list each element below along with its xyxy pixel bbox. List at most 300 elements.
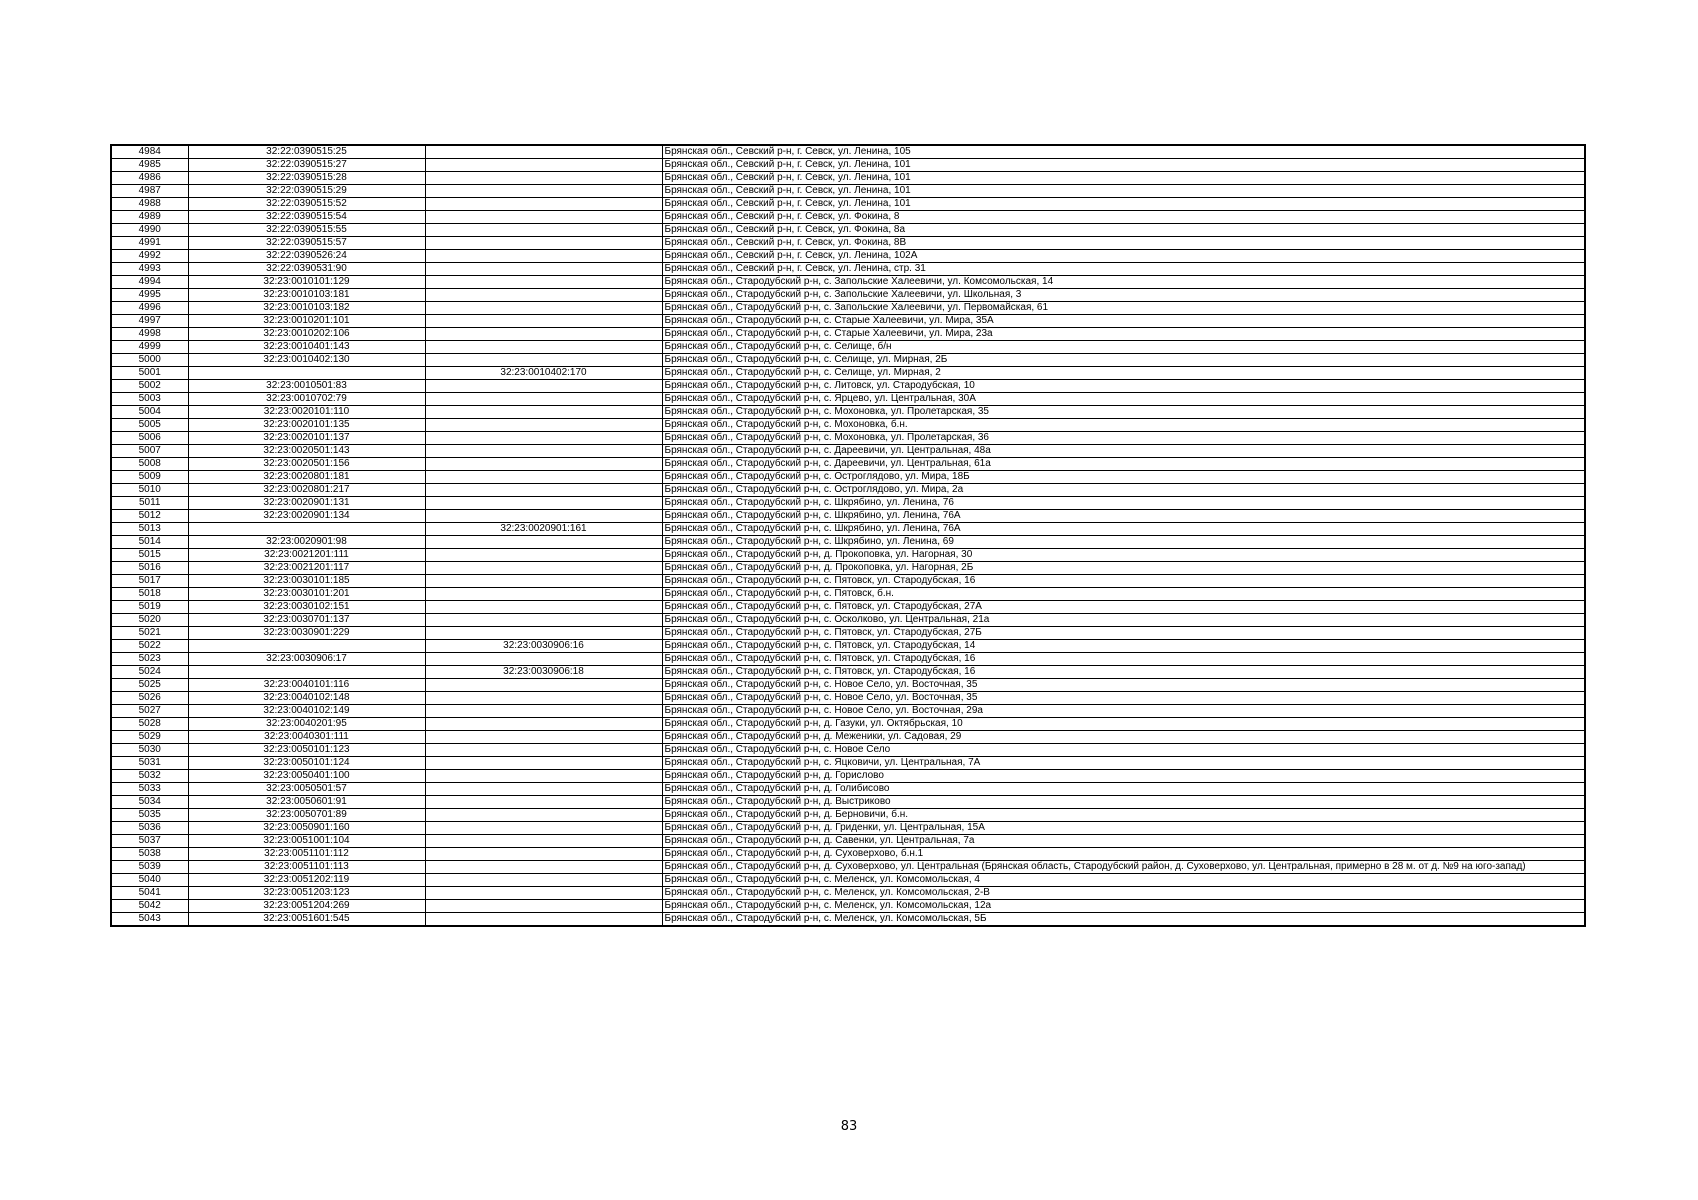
cadastral-number-cell: 32:23:0040301:111	[188, 731, 425, 744]
cadastral-number-cell: 32:23:0030906:17	[188, 653, 425, 666]
row-number-cell: 5016	[111, 562, 188, 575]
address-cell: Брянская обл., Севский р-н, г. Севск, ул. Ленина, 101	[662, 198, 1585, 211]
cadastral-number-alt-cell	[425, 757, 662, 770]
table-row	[111, 224, 1585, 237]
row-number-cell: 5043	[111, 913, 188, 927]
row-number-cell: 4995	[111, 289, 188, 302]
cadastral-number-cell: 32:23:0050901:160	[188, 822, 425, 835]
address-cell: Брянская обл., Севский р-н, г. Севск, ул. Ленина, 102А	[662, 250, 1585, 263]
address-cell: Брянская обл., Стародубский р-н, с. Пятовск, ул. Стародубская, 16	[662, 575, 1585, 588]
cadastral-number-cell: 32:22:0390526:24	[188, 250, 425, 263]
cadastral-number-alt-cell	[425, 302, 662, 315]
cadastral-number-cell	[188, 666, 425, 679]
row-number-cell: 5027	[111, 705, 188, 718]
address-cell: Брянская обл., Севский р-н, г. Севск, ул. Ленина, 105	[662, 145, 1585, 159]
address-cell: Брянская обл., Стародубский р-н, д. Выстриково	[662, 796, 1585, 809]
cadastral-number-alt-cell	[425, 471, 662, 484]
address-cell: Брянская обл., Стародубский р-н, с. Дареевичи, ул. Центральная, 61а	[662, 458, 1585, 471]
address-cell: Брянская обл., Стародубский р-н, с. Шкрябино, ул. Ленина, 76А	[662, 510, 1585, 523]
address-cell: Брянская обл., Стародубский р-н, с. Запольские Халеевичи, ул. Школьная, 3	[662, 289, 1585, 302]
cadastral-number-alt-cell	[425, 445, 662, 458]
address-cell: Брянская обл., Стародубский р-н, д. Суховерхово, б.н.1	[662, 848, 1585, 861]
row-number-cell: 5013	[111, 523, 188, 536]
cadastral-number-alt-cell	[425, 653, 662, 666]
cadastral-number-alt-cell	[425, 627, 662, 640]
row-number-cell: 5017	[111, 575, 188, 588]
row-number-cell: 5036	[111, 822, 188, 835]
table-row	[111, 549, 1585, 562]
cadastral-number-cell: 32:23:0020101:137	[188, 432, 425, 445]
address-cell: Брянская обл., Стародубский р-н, с. Литовск, ул. Стародубская, 10	[662, 380, 1585, 393]
cadastral-number-cell: 32:23:0051001:104	[188, 835, 425, 848]
address-cell: Брянская обл., Стародубский р-н, с. Меленск, ул. Комсомольская, 12а	[662, 900, 1585, 913]
table-row	[111, 237, 1585, 250]
table-row	[111, 679, 1585, 692]
table-row	[111, 354, 1585, 367]
table-row	[111, 380, 1585, 393]
row-number-cell: 5040	[111, 874, 188, 887]
cadastral-number-cell: 32:23:0030102:151	[188, 601, 425, 614]
cadastral-number-alt-cell	[425, 874, 662, 887]
row-number-cell: 5028	[111, 718, 188, 731]
cadastral-number-alt-cell	[425, 341, 662, 354]
cadastral-number-alt-cell	[425, 250, 662, 263]
row-number-cell: 5041	[111, 887, 188, 900]
cadastral-number-alt-cell: 32:23:0010402:170	[425, 367, 662, 380]
address-cell: Брянская обл., Стародубский р-н, д. Прокоповка, ул. Нагорная, 2Б	[662, 562, 1585, 575]
cadastral-number-alt-cell	[425, 211, 662, 224]
table-row	[111, 497, 1585, 510]
cadastral-number-alt-cell	[425, 145, 662, 159]
cadastral-number-alt-cell	[425, 835, 662, 848]
address-cell: Брянская обл., Стародубский р-н, с. Шкрябино, ул. Ленина, 76	[662, 497, 1585, 510]
row-number-cell: 5001	[111, 367, 188, 380]
cadastral-number-alt-cell	[425, 705, 662, 718]
cadastral-number-cell: 32:23:0010402:130	[188, 354, 425, 367]
table-row	[111, 770, 1585, 783]
cadastral-number-cell: 32:22:0390515:57	[188, 237, 425, 250]
table-row	[111, 588, 1585, 601]
cadastral-number-cell: 32:23:0051601:545	[188, 913, 425, 927]
table-row	[111, 796, 1585, 809]
table-row	[111, 302, 1585, 315]
address-cell: Брянская обл., Стародубский р-н, д. Меженики, ул. Садовая, 29	[662, 731, 1585, 744]
cadastral-number-alt-cell	[425, 289, 662, 302]
cadastral-number-alt-cell	[425, 692, 662, 705]
cadastral-number-alt-cell	[425, 484, 662, 497]
address-cell: Брянская обл., Стародубский р-н, с. Осколково, ул. Центральная, 21а	[662, 614, 1585, 627]
address-cell: Брянская обл., Стародубский р-н, с. Пятовск, б.н.	[662, 588, 1585, 601]
row-number-cell: 5004	[111, 406, 188, 419]
cadastral-number-alt-cell	[425, 679, 662, 692]
row-number-cell: 5014	[111, 536, 188, 549]
address-cell: Брянская обл., Севский р-н, г. Севск, ул. Ленина, 101	[662, 185, 1585, 198]
cadastral-number-cell: 32:23:0020501:143	[188, 445, 425, 458]
cadastral-number-cell: 32:23:0040102:149	[188, 705, 425, 718]
cadastral-number-alt-cell	[425, 848, 662, 861]
row-number-cell: 5025	[111, 679, 188, 692]
cadastral-number-cell: 32:23:0050601:91	[188, 796, 425, 809]
cadastral-number-cell: 32:23:0010702:79	[188, 393, 425, 406]
row-number-cell: 4993	[111, 263, 188, 276]
row-number-cell: 5009	[111, 471, 188, 484]
address-cell: Брянская обл., Стародубский р-н, с. Меленск, ул. Комсомольская, 5Б	[662, 913, 1585, 927]
table-row	[111, 211, 1585, 224]
table-row	[111, 900, 1585, 913]
address-cell: Брянская обл., Стародубский р-н, с. Дареевичи, ул. Центральная, 48а	[662, 445, 1585, 458]
table-row	[111, 822, 1585, 835]
table-row	[111, 731, 1585, 744]
row-number-cell: 5000	[111, 354, 188, 367]
address-cell: Брянская обл., Стародубский р-н, с. Новое Село, ул. Восточная, 29а	[662, 705, 1585, 718]
table-row	[111, 562, 1585, 575]
cadastral-number-cell: 32:23:0010501:83	[188, 380, 425, 393]
cadastral-number-cell: 32:23:0010103:181	[188, 289, 425, 302]
address-cell: Брянская обл., Стародубский р-н, с. Пятовск, ул. Стародубская, 27Б	[662, 627, 1585, 640]
address-cell: Брянская обл., Стародубский р-н, с. Селище, ул. Мирная, 2	[662, 367, 1585, 380]
table-row	[111, 328, 1585, 341]
cadastral-number-alt-cell	[425, 601, 662, 614]
table-row	[111, 406, 1585, 419]
row-number-cell: 4998	[111, 328, 188, 341]
cadastral-number-cell: 32:23:0030101:201	[188, 588, 425, 601]
address-cell: Брянская обл., Севский р-н, г. Севск, ул. Фокина, 8В	[662, 237, 1585, 250]
cadastral-number-alt-cell	[425, 276, 662, 289]
cadastral-number-cell: 32:23:0050101:123	[188, 744, 425, 757]
page-number: 83	[840, 1119, 858, 1134]
cadastral-number-alt-cell	[425, 900, 662, 913]
cadastral-number-alt-cell	[425, 458, 662, 471]
address-cell: Брянская обл., Севский р-н, г. Севск, ул. Фокина, 8а	[662, 224, 1585, 237]
table-row	[111, 861, 1585, 874]
cadastral-number-alt-cell	[425, 497, 662, 510]
address-cell: Брянская обл., Стародубский р-н, д. Савенки, ул. Центральная, 7а	[662, 835, 1585, 848]
table-row	[111, 445, 1585, 458]
cadastral-number-cell: 32:23:0051202:119	[188, 874, 425, 887]
row-number-cell: 5018	[111, 588, 188, 601]
row-number-cell: 5035	[111, 809, 188, 822]
cadastral-number-alt-cell	[425, 419, 662, 432]
cadastral-number-cell: 32:23:0051204:269	[188, 900, 425, 913]
cadastral-number-alt-cell	[425, 575, 662, 588]
cadastral-number-cell: 32:23:0040201:95	[188, 718, 425, 731]
cadastral-number-alt-cell	[425, 783, 662, 796]
address-cell: Брянская обл., Стародубский р-н, д. Прокоповка, ул. Нагорная, 30	[662, 549, 1585, 562]
cadastral-number-cell: 32:22:0390515:27	[188, 159, 425, 172]
cadastral-number-cell: 32:22:0390515:54	[188, 211, 425, 224]
table-row	[111, 887, 1585, 900]
cadastral-number-cell: 32:23:0010401:143	[188, 341, 425, 354]
table-row	[111, 718, 1585, 731]
cadastral-number-cell: 32:23:0030701:137	[188, 614, 425, 627]
address-cell: Брянская обл., Стародубский р-н, с. Меленск, ул. Комсомольская, 2-В	[662, 887, 1585, 900]
cadastral-number-alt-cell	[425, 731, 662, 744]
row-number-cell: 5026	[111, 692, 188, 705]
cadastral-number-alt-cell	[425, 328, 662, 341]
cadastral-number-cell: 32:23:0030901:229	[188, 627, 425, 640]
table-row	[111, 315, 1585, 328]
cadastral-number-cell: 32:23:0050501:57	[188, 783, 425, 796]
row-number-cell: 5030	[111, 744, 188, 757]
cadastral-number-alt-cell	[425, 562, 662, 575]
cadastral-number-cell: 32:23:0021201:117	[188, 562, 425, 575]
cadastral-number-cell: 32:23:0020801:217	[188, 484, 425, 497]
table-row	[111, 874, 1585, 887]
cadastral-number-cell: 32:23:0010202:106	[188, 328, 425, 341]
address-cell: Брянская обл., Стародубский р-н, д. Голибисово	[662, 783, 1585, 796]
row-number-cell: 5003	[111, 393, 188, 406]
row-number-cell: 4985	[111, 159, 188, 172]
cadastral-number-cell: 32:23:0051101:112	[188, 848, 425, 861]
row-number-cell: 4997	[111, 315, 188, 328]
table-row	[111, 250, 1585, 263]
row-number-cell: 5002	[111, 380, 188, 393]
cadastral-number-alt-cell	[425, 861, 662, 874]
address-cell: Брянская обл., Стародубский р-н, с. Мохоновка, ул. Пролетарская, 35	[662, 406, 1585, 419]
cadastral-number-cell: 32:23:0030101:185	[188, 575, 425, 588]
cadastral-number-cell: 32:23:0020801:181	[188, 471, 425, 484]
address-cell: Брянская обл., Стародубский р-н, с. Остроглядово, ул. Мира, 2а	[662, 484, 1585, 497]
row-number-cell: 5010	[111, 484, 188, 497]
cadastral-number-alt-cell	[425, 510, 662, 523]
row-number-cell: 5034	[111, 796, 188, 809]
cadastral-number-cell: 32:23:0051101:113	[188, 861, 425, 874]
cadastral-number-alt-cell	[425, 770, 662, 783]
table-row	[111, 458, 1585, 471]
address-cell: Брянская обл., Стародубский р-н, с. Пятовск, ул. Стародубская, 16	[662, 666, 1585, 679]
row-number-cell: 4990	[111, 224, 188, 237]
table-row	[111, 393, 1585, 406]
row-number-cell: 5024	[111, 666, 188, 679]
table-row	[111, 835, 1585, 848]
address-cell: Брянская обл., Стародубский р-н, с. Яцковичи, ул. Центральная, 7А	[662, 757, 1585, 770]
row-number-cell: 4996	[111, 302, 188, 315]
table-row	[111, 263, 1585, 276]
cadastral-number-alt-cell	[425, 354, 662, 367]
address-cell: Брянская обл., Стародубский р-н, д. Суховерхово, ул. Центральная (Брянская область, Стародубский район, д. Суховерхово, ул. Центральная, примерно в 28 м. от д. №9 на юго-запад)	[662, 861, 1585, 874]
cadastral-number-cell: 32:22:0390515:25	[188, 145, 425, 159]
row-number-cell: 4988	[111, 198, 188, 211]
address-cell: Брянская обл., Стародубский р-н, с. Новое Село, ул. Восточная, 35	[662, 679, 1585, 692]
table-row	[111, 523, 1585, 536]
row-number-cell: 5042	[111, 900, 188, 913]
table-row	[111, 666, 1585, 679]
address-cell: Брянская обл., Стародубский р-н, с. Шкрябино, ул. Ленина, 69	[662, 536, 1585, 549]
cadastral-number-cell	[188, 640, 425, 653]
cadastral-number-alt-cell: 32:23:0020901:161	[425, 523, 662, 536]
table-row	[111, 783, 1585, 796]
address-cell: Брянская обл., Стародубский р-н, с. Запольские Халеевичи, ул. Комсомольская, 14	[662, 276, 1585, 289]
cadastral-number-cell: 32:23:0010101:129	[188, 276, 425, 289]
cadastral-number-cell: 32:23:0021201:111	[188, 549, 425, 562]
row-number-cell: 5005	[111, 419, 188, 432]
row-number-cell: 4984	[111, 145, 188, 159]
table-row	[111, 536, 1585, 549]
cadastral-number-alt-cell	[425, 744, 662, 757]
address-cell: Брянская обл., Стародубский р-н, с. Старые Халеевичи, ул. Мира, 23а	[662, 328, 1585, 341]
table-row	[111, 510, 1585, 523]
cadastral-number-cell: 32:23:0020901:98	[188, 536, 425, 549]
cadastral-number-cell: 32:23:0050401:100	[188, 770, 425, 783]
address-cell: Брянская обл., Стародубский р-н, с. Мохоновка, ул. Пролетарская, 36	[662, 432, 1585, 445]
cadastral-number-alt-cell	[425, 393, 662, 406]
row-number-cell: 5023	[111, 653, 188, 666]
cadastral-number-cell: 32:23:0020901:134	[188, 510, 425, 523]
row-number-cell: 5029	[111, 731, 188, 744]
address-cell: Брянская обл., Стародубский р-н, с. Мохоновка, б.н.	[662, 419, 1585, 432]
cadastral-number-alt-cell	[425, 822, 662, 835]
address-cell: Брянская обл., Севский р-н, г. Севск, ул. Фокина, 8	[662, 211, 1585, 224]
row-number-cell: 5037	[111, 835, 188, 848]
table-row	[111, 484, 1585, 497]
cadastral-number-alt-cell: 32:23:0030906:18	[425, 666, 662, 679]
address-cell: Брянская обл., Стародубский р-н, с. Запольские Халеевичи, ул. Первомайская, 61	[662, 302, 1585, 315]
table-row	[111, 185, 1585, 198]
cadastral-number-alt-cell	[425, 796, 662, 809]
cadastral-number-cell: 32:23:0010103:182	[188, 302, 425, 315]
table-row	[111, 744, 1585, 757]
cadastral-number-cell	[188, 523, 425, 536]
row-number-cell: 5007	[111, 445, 188, 458]
cadastral-number-alt-cell	[425, 406, 662, 419]
cadastral-number-alt-cell	[425, 549, 662, 562]
address-cell: Брянская обл., Стародубский р-н, с. Новое Село	[662, 744, 1585, 757]
cadastral-number-alt-cell	[425, 718, 662, 731]
table-row	[111, 575, 1585, 588]
table-row	[111, 471, 1585, 484]
cadastral-number-alt-cell	[425, 224, 662, 237]
table-row	[111, 692, 1585, 705]
cadastral-number-cell: 32:23:0051203:123	[188, 887, 425, 900]
table-row	[111, 601, 1585, 614]
cadastral-number-cell: 32:23:0040101:116	[188, 679, 425, 692]
cadastral-number-cell: 32:23:0010201:101	[188, 315, 425, 328]
table-row	[111, 705, 1585, 718]
table-row	[111, 367, 1585, 380]
cadastral-number-cell: 32:22:0390515:52	[188, 198, 425, 211]
table-row	[111, 145, 1585, 159]
address-cell: Брянская обл., Стародубский р-н, с. Остроглядово, ул. Мира, 18Б	[662, 471, 1585, 484]
row-number-cell: 4992	[111, 250, 188, 263]
cadastral-number-cell: 32:22:0390531:90	[188, 263, 425, 276]
address-cell: Брянская обл., Стародубский р-н, с. Шкрябино, ул. Ленина, 76А	[662, 523, 1585, 536]
row-number-cell: 4994	[111, 276, 188, 289]
table-row	[111, 419, 1585, 432]
cadastral-number-alt-cell	[425, 172, 662, 185]
cadastral-number-alt-cell	[425, 263, 662, 276]
cadastral-number-cell: 32:22:0390515:28	[188, 172, 425, 185]
table-row	[111, 172, 1585, 185]
cadastral-number-alt-cell	[425, 588, 662, 601]
table-row	[111, 809, 1585, 822]
cadastral-number-alt-cell	[425, 432, 662, 445]
cadastral-number-alt-cell	[425, 887, 662, 900]
table-row	[111, 289, 1585, 302]
address-cell: Брянская обл., Стародубский р-н, д. Берновичи, б.н.	[662, 809, 1585, 822]
table-row	[111, 627, 1585, 640]
cadastral-number-cell: 32:23:0020101:110	[188, 406, 425, 419]
row-number-cell: 4987	[111, 185, 188, 198]
table-row	[111, 848, 1585, 861]
address-cell: Брянская обл., Севский р-н, г. Севск, ул. Ленина, 101	[662, 159, 1585, 172]
row-number-cell: 4999	[111, 341, 188, 354]
row-number-cell: 4989	[111, 211, 188, 224]
row-number-cell: 5033	[111, 783, 188, 796]
cadastral-number-alt-cell	[425, 614, 662, 627]
address-cell: Брянская обл., Стародубский р-н, д. Газуки, ул. Октябрьская, 10	[662, 718, 1585, 731]
address-cell: Брянская обл., Стародубский р-н, с. Пятовск, ул. Стародубская, 14	[662, 640, 1585, 653]
cadastral-number-cell: 32:23:0040102:148	[188, 692, 425, 705]
cadastral-number-alt-cell	[425, 536, 662, 549]
row-number-cell: 4986	[111, 172, 188, 185]
cadastral-number-cell: 32:23:0050101:124	[188, 757, 425, 770]
cadastral-number-cell: 32:23:0020901:131	[188, 497, 425, 510]
table-row	[111, 341, 1585, 354]
row-number-cell: 5039	[111, 861, 188, 874]
address-cell: Брянская обл., Севский р-н, г. Севск, ул. Ленина, 101	[662, 172, 1585, 185]
cadastral-number-alt-cell	[425, 380, 662, 393]
cadastral-number-alt-cell	[425, 809, 662, 822]
cadastral-number-cell: 32:23:0050701:89	[188, 809, 425, 822]
cadastral-number-cell: 32:23:0020101:135	[188, 419, 425, 432]
address-cell: Брянская обл., Стародубский р-н, с. Селище, ул. Мирная, 2Б	[662, 354, 1585, 367]
table-row	[111, 198, 1585, 211]
cadastral-number-cell: 32:23:0020501:156	[188, 458, 425, 471]
row-number-cell: 5022	[111, 640, 188, 653]
cadastral-number-alt-cell	[425, 198, 662, 211]
table-row	[111, 913, 1585, 927]
cadastral-number-cell: 32:22:0390515:29	[188, 185, 425, 198]
table-row	[111, 640, 1585, 653]
address-cell: Брянская обл., Стародубский р-н, с. Старые Халеевичи, ул. Мира, 35А	[662, 315, 1585, 328]
cadastral-number-alt-cell: 32:23:0030906:16	[425, 640, 662, 653]
cadastral-number-alt-cell	[425, 159, 662, 172]
cadastral-number-alt-cell	[425, 913, 662, 927]
row-number-cell: 5012	[111, 510, 188, 523]
row-number-cell: 5031	[111, 757, 188, 770]
table-row	[111, 653, 1585, 666]
cadastral-number-alt-cell	[425, 237, 662, 250]
address-cell: Брянская обл., Стародубский р-н, с. Пятовск, ул. Стародубская, 16	[662, 653, 1585, 666]
address-cell: Брянская обл., Стародубский р-н, с. Меленск, ул. Комсомольская, 4	[662, 874, 1585, 887]
cadastral-number-cell: 32:22:0390515:55	[188, 224, 425, 237]
cadastral-number-alt-cell	[425, 315, 662, 328]
row-number-cell: 5032	[111, 770, 188, 783]
row-number-cell: 5020	[111, 614, 188, 627]
table-row	[111, 276, 1585, 289]
address-cell: Брянская обл., Стародубский р-н, с. Новое Село, ул. Восточная, 35	[662, 692, 1585, 705]
row-number-cell: 5006	[111, 432, 188, 445]
cadastral-number-cell	[188, 367, 425, 380]
table-row	[111, 757, 1585, 770]
row-number-cell: 5038	[111, 848, 188, 861]
property-table	[110, 144, 1586, 927]
address-cell: Брянская обл., Стародубский р-н, с. Ярцево, ул. Центральная, 30А	[662, 393, 1585, 406]
table-row	[111, 432, 1585, 445]
address-cell: Брянская обл., Стародубский р-н, д. Гриденки, ул. Центральная, 15А	[662, 822, 1585, 835]
address-cell: Брянская обл., Севский р-н, г. Севск, ул. Ленина, стр. 31	[662, 263, 1585, 276]
table-row	[111, 614, 1585, 627]
row-number-cell: 5011	[111, 497, 188, 510]
address-cell: Брянская обл., Стародубский р-н, с. Селище, б/н	[662, 341, 1585, 354]
cadastral-number-alt-cell	[425, 185, 662, 198]
row-number-cell: 5008	[111, 458, 188, 471]
row-number-cell: 5015	[111, 549, 188, 562]
property-table-body	[111, 145, 1585, 926]
row-number-cell: 5019	[111, 601, 188, 614]
address-cell: Брянская обл., Стародубский р-н, д. Горислово	[662, 770, 1585, 783]
address-cell: Брянская обл., Стародубский р-н, с. Пятовск, ул. Стародубская, 27А	[662, 601, 1585, 614]
